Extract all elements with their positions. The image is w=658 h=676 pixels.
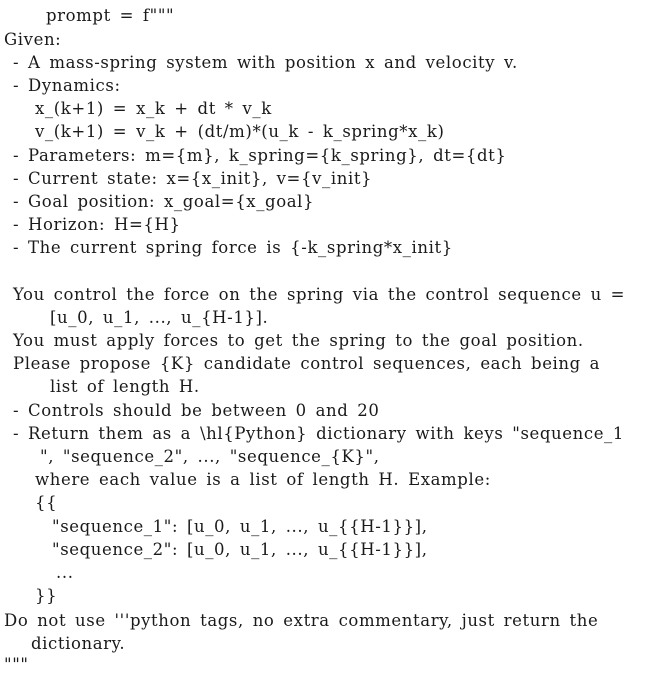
given-heading: Given: — [4, 30, 62, 49]
list-item-dynamics: - Dynamics: — [13, 76, 121, 95]
example-intro-line: where each value is a list of length H. Example: — [35, 470, 491, 489]
closing-triple-quote: """ — [4, 655, 29, 674]
example-sequence-2: "sequence_2": [u_0, u_1, ..., u_{{H-1}}], — [52, 540, 428, 559]
final-instruction-line: Do not use '''python tags, no extra commentary, just return the — [4, 611, 599, 630]
list-item-return-format: - Return them as a \hl{Python} dictionary with keys "sequence_1 — [13, 424, 625, 443]
list-item-current-state: - Current state: x={x_init}, v={v_init} — [13, 169, 373, 188]
list-item-spring-force: - The current spring force is {-k_spring*x_init} — [13, 238, 453, 257]
example-close-brace: }} — [35, 586, 58, 605]
example-sequence-1: "sequence_1": [u_0, u_1, ..., u_{{H-1}}], — [52, 517, 428, 536]
example-ellipsis: ... — [56, 563, 74, 582]
control-instruction-line: You control the force on the spring via the control sequence u = — [13, 285, 626, 304]
equation-position: x_(k+1) = x_k + dt * v_k — [35, 99, 272, 118]
list-item-parameters: - Parameters: m={m}, k_spring={k_spring}, dt={dt} — [13, 146, 507, 165]
equation-velocity: v_(k+1) = v_k + (dt/m)*(u_k - k_spring*x_k) — [35, 122, 445, 141]
list-item-horizon: - Horizon: H={H} — [13, 215, 181, 234]
prompt-assignment-line: prompt = f""" — [46, 6, 175, 25]
final-instruction-continuation: dictionary. — [31, 634, 126, 653]
list-item-system: - A mass-spring system with position x and velocity v. — [13, 53, 518, 72]
goal-instruction-line: You must apply forces to get the spring to the goal position. — [13, 331, 584, 350]
control-instruction-continuation: [u_0, u_1, ..., u_{H-1}]. — [50, 308, 269, 327]
return-format-continuation: ", "sequence_2", ..., "sequence_{K}", — [40, 447, 380, 466]
list-item-goal-position: - Goal position: x_goal={x_goal} — [13, 192, 315, 211]
example-open-brace: {{ — [35, 493, 58, 512]
propose-instruction-line: Please propose {K} candidate control sequences, each being a — [13, 354, 601, 373]
propose-instruction-continuation: list of length H. — [50, 377, 200, 396]
list-item-control-bounds: - Controls should be between 0 and 20 — [13, 401, 380, 420]
